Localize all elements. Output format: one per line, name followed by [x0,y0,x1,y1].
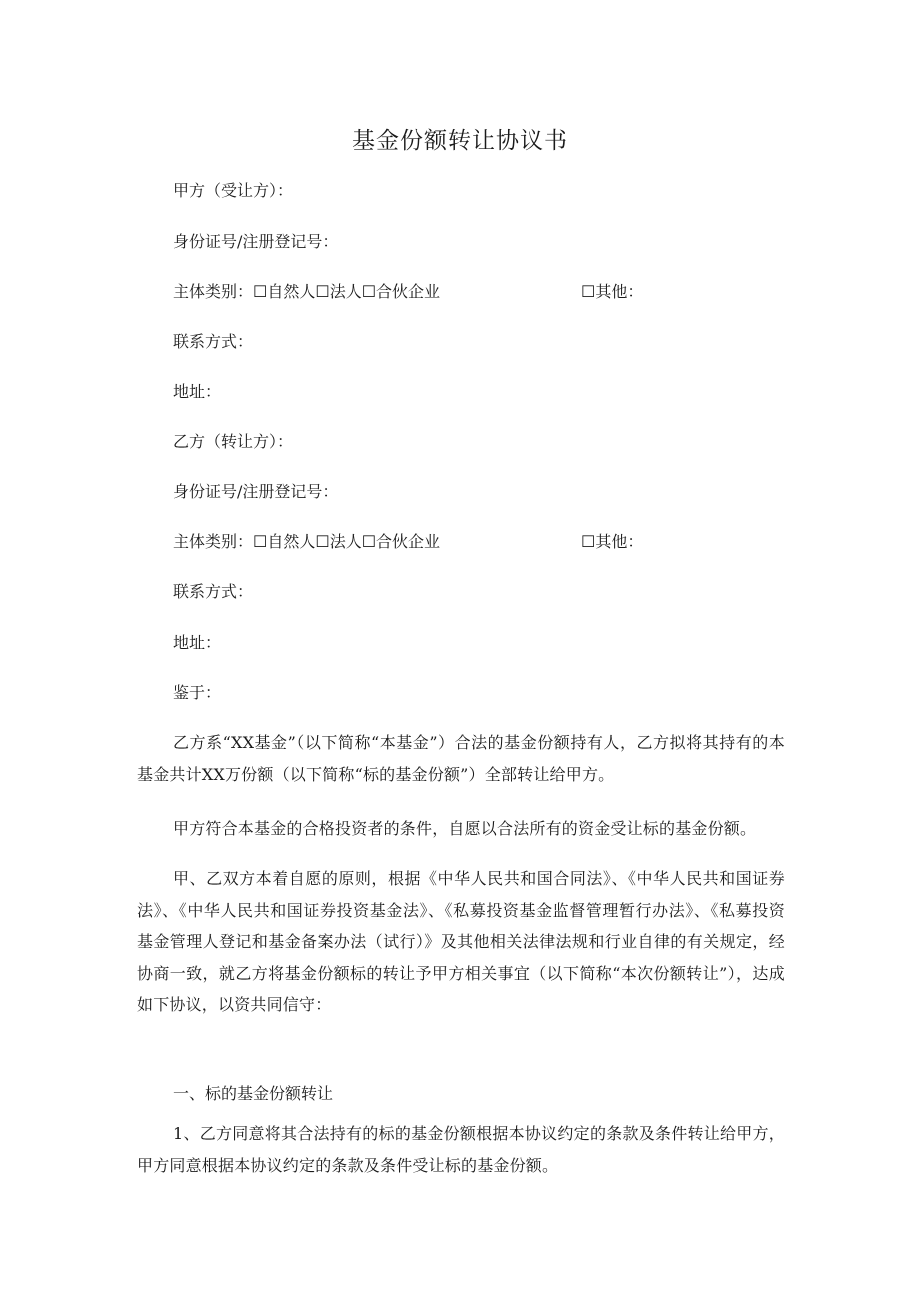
whereas-label: 鉴于： [173,683,222,702]
party-a-type-row [173,281,644,303]
recital-paragraph-1: 乙方系“XX基金”（以下简称“本基金”）合法的基金份额持有人，乙方拟将其持有的本基金共计XX万份额（以下简称“标的基金份额”）全部转让给甲方。 [137,733,785,784]
party-b-address-label: 地址： [173,633,222,652]
party-a-id-label: 身份证号/注册登记号： [173,232,339,251]
document-title: 基金份额转让协议书 [352,128,568,154]
party-b-type-options: 主体类别：☐自然人☐法人☐合伙企业 [173,532,441,551]
clause-1: 1、乙方同意将其合法持有的标的基金份额根据本协议约定的条款及条件转让给甲方，甲方同意根据本协议约定的条款及条件受让标的基金份额。 [137,1124,785,1175]
recital-paragraph-3: 甲、乙双方本着自愿的原则，根据《中华人民共和国合同法》、《中华人民共和国证券法》、《中华人民共和国证券投资基金法》、《私募投资基金监督管理暂行办法》、《私募投资基金管理人登记和基金备案办法（试行）》及其他相关法律法规和行业自律的有关规定，经协商一致，就乙方将基金份额标的转让予甲方相关事宜（以下简称“本次份额转让”），达成如下协议，以资共同信守： [137,869,785,1014]
party-a-type-options: 主体类别：☐自然人☐法人☐合伙企业 [173,282,441,301]
recital-paragraph-2: 甲方符合本基金的合格投资者的条件，自愿以合法所有的资金受让标的基金份额。 [173,819,757,838]
section-1-heading: 一、标的基金份额转让 [173,1084,334,1103]
party-b-type-other: ☐其他： [581,532,644,551]
party-a-heading: 甲方（受让方）： [173,181,294,200]
party-a-address-label: 地址： [173,382,222,401]
party-a-contact-label: 联系方式： [173,332,254,351]
party-b-type-row [173,531,644,553]
party-a-type-other: ☐其他： [581,282,644,301]
party-b-heading: 乙方（转让方）： [173,432,294,451]
party-b-id-label: 身份证号/注册登记号： [173,482,339,501]
party-b-contact-label: 联系方式： [173,582,254,601]
